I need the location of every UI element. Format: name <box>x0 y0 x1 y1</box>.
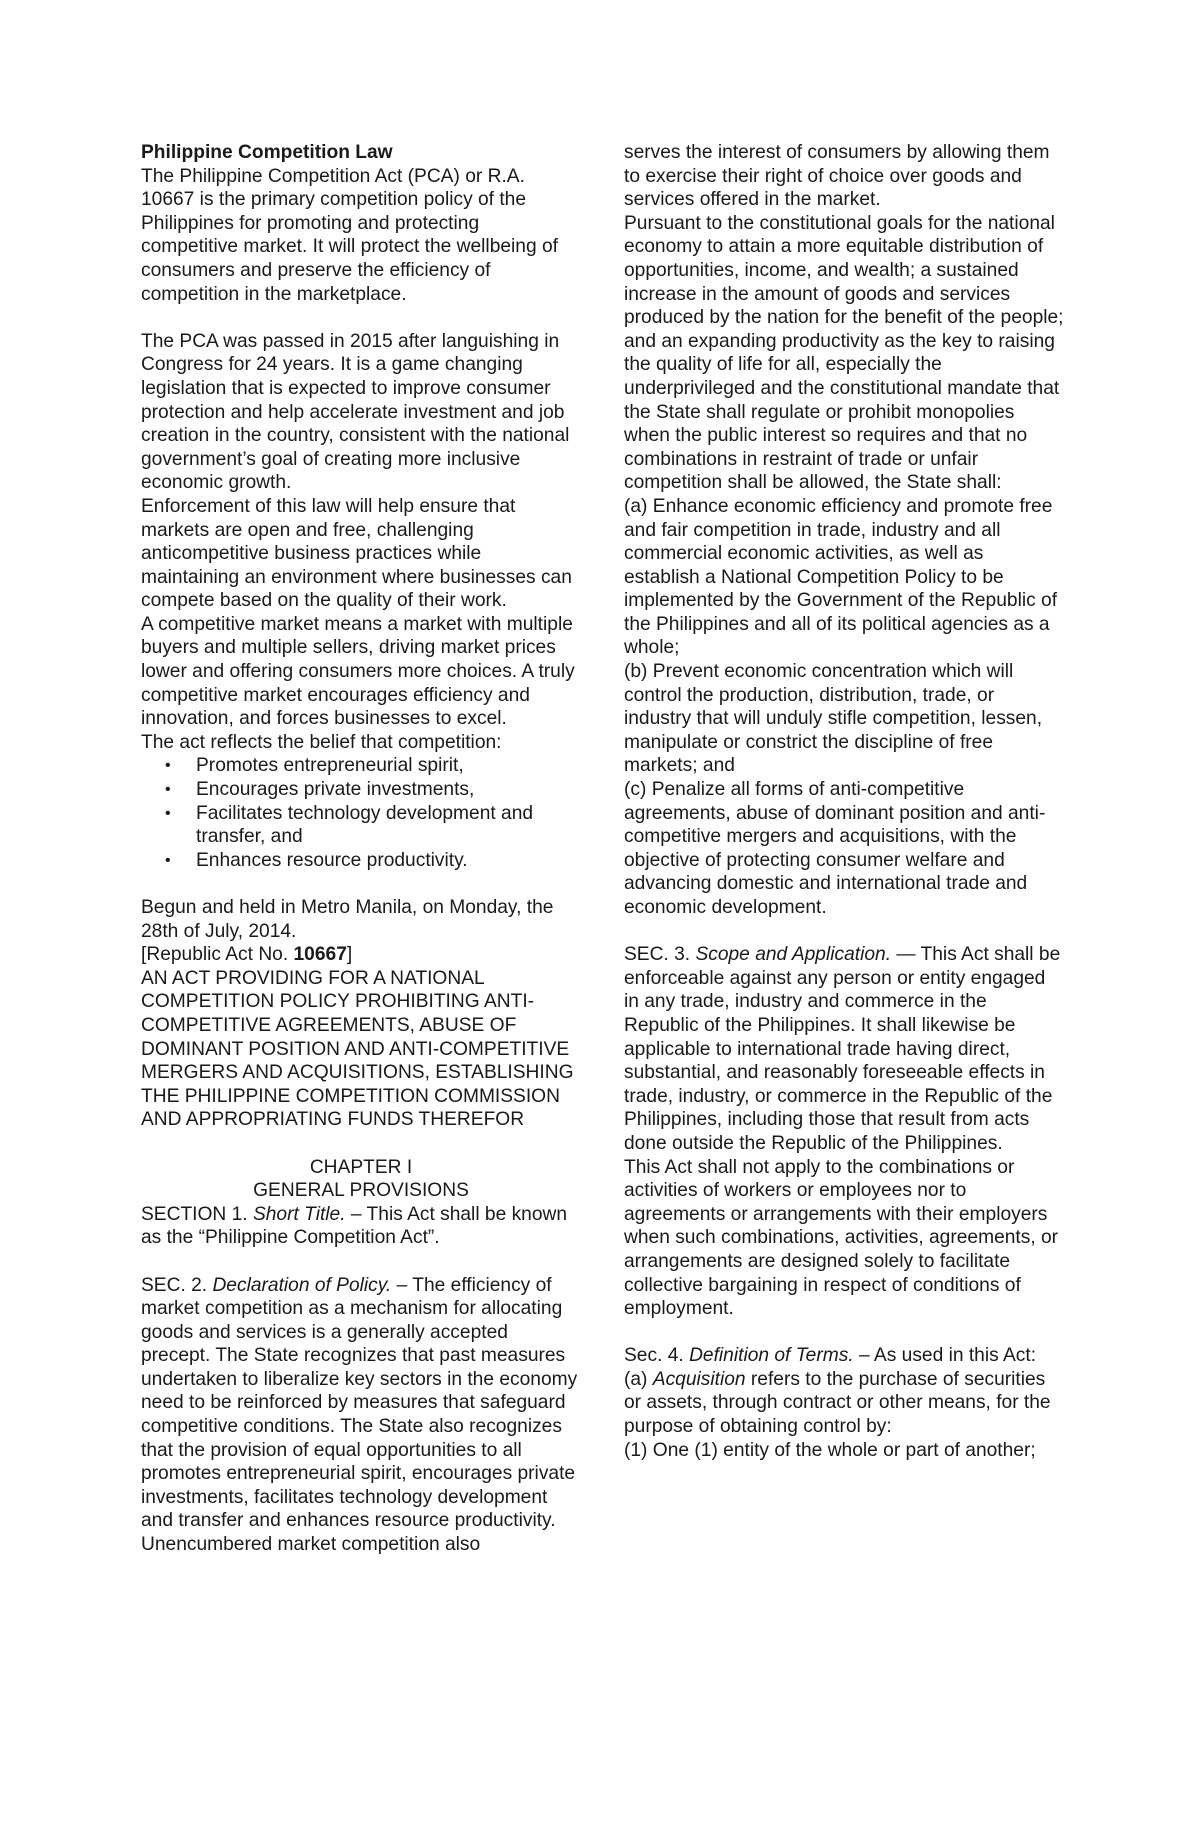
section-1: SECTION 1. Short Title. – This Act shall be known as the “Philippine Competition Act”. <box>141 1203 568 1249</box>
left-column <box>141 141 581 1557</box>
section-1-heading: Short Title. <box>252 1203 346 1225</box>
section-2: SEC. 2. Declaration of Policy. – The efficiency of market competition as a mechanism for allocating goods and services is a generally accepted precept. The State recognizes that past measures undertaken to liberalize key sectors in the economy need to be reinforced by measures that safeguard competitive conditions. The State also recognizes that the provision of equal opportunities to all promotes entrepreneurial spirit, encourages private investments, facilitates technology development and transfer and enhances resource productivity. Unencumbered market competition also <box>141 1274 578 1556</box>
section-2-continued: serves the interest of consumers by allowing them to exercise their right of choice over goods and services offered in the market. <box>624 142 1050 211</box>
bullet-icon: • <box>165 804 171 822</box>
competitive-market-paragraph: A competitive market means a market with multiple buyers and multiple sellers, driving market prices lower and offering consumers more choices. A truly competitive market encourages efficiency and innovation, and forces businesses to excel. <box>141 613 575 730</box>
section-4-heading: Definition of Terms. <box>689 1345 854 1367</box>
right-column <box>624 141 1064 1462</box>
list-item: • Facilitates technology development and transfer, and <box>165 802 534 848</box>
act-title: AN ACT PROVIDING FOR A NATIONAL COMPETITION POLICY PROHIBITING ANTI-COMPETITIVE AGREEMENTS, ABUSE OF DOMINANT POSITION AND ANTI-COMPETITIVE MERGERS AND ACQUISITIONS, ESTABLISHING THE PHILIPPINE COMPETITION COMMISSION AND APPROPRIATING FUNDS THEREFOR <box>141 967 574 1131</box>
bullet-icon: • <box>165 757 171 775</box>
intro-paragraph: The Philippine Competition Act (PCA) or R.A. 10667 is the primary competition policy of the Philippines for promoting and protecting competitive market. It will protect the wellbeing of consumers and preserve the efficiency of competition in the marketplace. <box>141 165 558 305</box>
definition-a-1: (1) One (1) entity of the whole or part of another; <box>624 1439 1036 1461</box>
republic-act-number: 10667 <box>293 944 347 966</box>
section-4: Sec. 4. Definition of Terms. – As used in this Act: <box>624 1345 1037 1367</box>
chapter-heading: CHAPTER I <box>309 1156 413 1178</box>
chapter-title: GENERAL PROVISIONS <box>253 1180 469 1202</box>
begun-paragraph: Begun and held in Metro Manila, on Monday, the 28th of July, 2014. <box>141 897 554 942</box>
policy-item-a: (a) Enhance economic efficiency and promote free and fair competition in trade, industry and all commercial economic activities, as well as establish a National Competition Policy to be implemented by the Government of the Republic of the Philippines and all of its political agencies as a whole; <box>624 495 1058 659</box>
section-2-heading: Declaration of Policy. <box>212 1274 392 1296</box>
list-item: • Promotes entrepreneurial spirit, <box>165 755 464 777</box>
section-3: SEC. 3. Scope and Application. — This Act shall be enforceable against any person or entity engaged in any trade, industry and commerce in the Republic of the Philippines. It shall likewise be applicable to international trade having direct, substantial, and reasonably foreseeable effects in trade, industry, or commerce in the Republic of the Philippines, including those that result from acts done outside the Republic of the Philippines. <box>624 944 1061 1154</box>
pca-passed-paragraph: The PCA was passed in 2015 after languishing in Congress for 24 years. It is a game changing legislation that is expected to improve consumer protection and help accelerate investment and job creation in the country, consistent with the national government’s goal of creating more inclusive economic growth. <box>141 330 570 494</box>
document-title: Philippine Competition Law <box>141 142 393 163</box>
list-item: • Encourages private investments, <box>165 779 475 801</box>
list-item: • Enhances resource productivity. <box>165 849 468 871</box>
belief-list <box>141 754 581 872</box>
republic-act-line: [Republic Act No. 10667] <box>141 944 353 966</box>
section-3-exception: This Act shall not apply to the combinations or activities of workers or employees nor to agreements or arrangements with their employers when such combinations, activities, agreements, or arrangements are designed solely to facilitate collective bargaining in respect of conditions of employment. <box>624 1156 1059 1320</box>
definition-a: (a) Acquisition refers to the purchase of securities or assets, through contract or other means, for the purpose of obtaining control by: <box>624 1368 1051 1438</box>
pursuant-paragraph: Pursuant to the constitutional goals for the national economy to attain a more equitable distribution of opportunities, income, and wealth; a sustained increase in the amount of goods and services produced by the nation for the benefit of the people; and an expanding productivity as the key to raising the quality of life for all, especially the underprivileged and the constitutional mandate that the State shall regulate or prohibit monopolies when the public interest so requires and that no combinations in restraint of trade or unfair competition shall be allowed, the State shall: <box>624 212 1064 494</box>
bullet-icon: • <box>165 781 171 799</box>
section-3-heading: Scope and Application. <box>695 944 892 966</box>
definition-a-term: Acquisition <box>652 1368 746 1390</box>
belief-intro: The act reflects the belief that competition: <box>141 731 502 753</box>
bullet-icon: • <box>165 851 171 869</box>
policy-item-c: (c) Penalize all forms of anti-competitive agreements, abuse of dominant position and anti-competitive mergers and acquisitions, with the objective of protecting consumer welfare and advancing domestic and international trade and economic development. <box>624 779 1046 918</box>
policy-item-b: (b) Prevent economic concentration which will control the production, distribution, trade, or industry that will unduly stifle competition, lessen, manipulate or constrict the discipline of free markets; and <box>624 661 1043 777</box>
enforcement-paragraph: Enforcement of this law will help ensure that markets are open and free, challenging anticompetitive business practices while maintaining an environment where businesses can compete based on the quality of their work. <box>141 495 572 612</box>
